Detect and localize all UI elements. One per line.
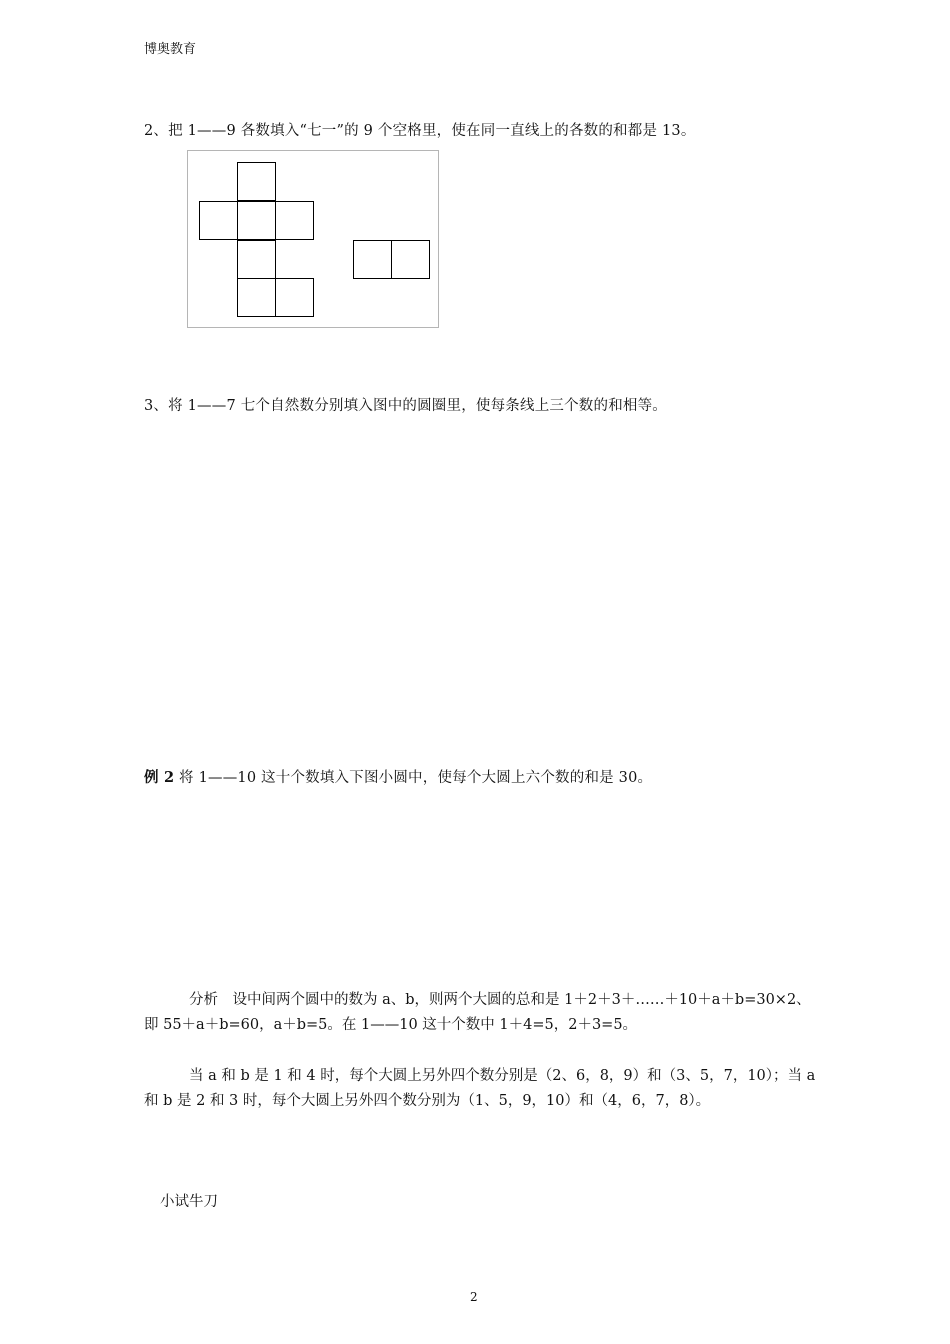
grid-cell bbox=[275, 278, 314, 317]
qi-yi-grid-figure bbox=[187, 150, 439, 328]
question-2: 2、把 1——9 各数填入“七一”的 9 个空格里，使在同一直线上的各数的和都是 13。 bbox=[144, 123, 696, 139]
question-3: 3、将 1——7 七个自然数分别填入图中的圆圈里，使每条线上三个数的和相等。 bbox=[144, 398, 667, 414]
page-number: 2 bbox=[470, 1290, 478, 1304]
grid-cell bbox=[237, 278, 276, 317]
analysis-paragraph: 分析 设中间两个圆中的数为 a、b，则两个大圆的总和是 1＋2＋3＋……＋10＋a＋b=30×2、即 55＋a＋b=60，a＋b=5。在 1——10 这十个数中 1＋4=5，2＋3=5。 bbox=[144, 992, 811, 1033]
grid-cell bbox=[237, 201, 276, 240]
practice-heading: 小试牛刀 bbox=[160, 1194, 218, 1210]
example-2-text: 将 1——10 这十个数填入下图小圆中，使每个大圆上六个数的和是 30。 bbox=[174, 770, 653, 786]
cases-paragraph: 当 a 和 b 是 1 和 4 时，每个大圆上另外四个数分别是（2、6，8，9）和（3、5，7，10）；当 a 和 b 是 2 和 3 时，每个大圆上另外四个数分别为（1、5，9，10）和（4，6，7，8）。 bbox=[144, 1068, 816, 1109]
grid-cell bbox=[237, 162, 276, 201]
page-header: 博奥教育 bbox=[144, 42, 197, 57]
grid-cell bbox=[199, 201, 238, 240]
grid-cell bbox=[353, 240, 392, 279]
example-2 bbox=[144, 766, 652, 787]
grid-cell bbox=[391, 240, 430, 279]
grid-cell bbox=[237, 240, 276, 279]
grid-cell bbox=[275, 201, 314, 240]
example-2-label: 例 2 bbox=[144, 769, 175, 786]
